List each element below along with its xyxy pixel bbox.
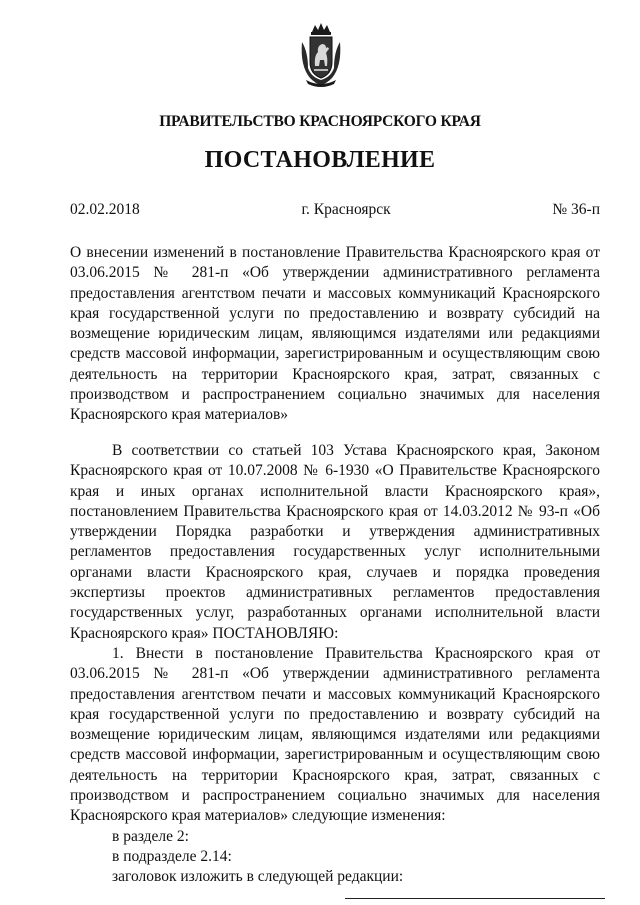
government-title: ПРАВИТЕЛЬСТВО КРАСНОЯРСКОГО КРАЯ (159, 113, 481, 130)
document-meta-row (70, 201, 600, 219)
document-city: г. Красноярск (301, 201, 391, 218)
document-body (70, 441, 600, 888)
section-2-line: в разделе 2: (112, 827, 189, 845)
document-type-title: ПОСТАНОВЛЕНИЕ (204, 147, 436, 173)
clause-1-paragraph: 1. Внести в постановление Правительства Красноярского края от 03.06.2015 № 281-п «Об утверждении административного регламента предоставления агентством печати и массовых коммуникаций Красноярского края государственной услуги по предоставлению и возврату субсидий на возмещение юридическим лицам, являющимся издателями или редакциями средств массовой информации, зарегистрированным и осуществляющим свою деятельность на территории Красноярского края, затрат, связанных с производством и распространением социально значимых для населения Красноярского края материалов» следующие изменения: (70, 644, 600, 825)
preamble-paragraph: В соответствии со статьей 103 Устава Красноярского края, Законом Красноярского края от 10.07.2008 № 6-1930 «О Правительстве Красноярского края и иных органах исполнительной власти Красноярского края», постановлением Правительства Красноярского края от 14.03.2012 № 93-п «Об утверждении Порядка разработки и утверждения административных регламентов предоставления государственных услуг исполнительными органами власти Красноярского края, случаев и порядка проведения экспертизы проектов административных регламентов предоставления государственных услуг, разработанных органами исполнительной власти Красноярского края» ПОСТАНОВЛЯЮ: (70, 442, 600, 642)
subsection-2-14-line: в подразделе 2.14: (112, 847, 232, 865)
heading-edit-line: заголовок изложить в следующей редакции: (112, 868, 404, 886)
bottom-rule (345, 898, 605, 899)
document-number: № 36-п (552, 201, 600, 218)
coat-of-arms-icon (298, 22, 344, 88)
document-subject: О внесении изменений в постановление Правительства Красноярского края от 03.06.2015 № 281-п «Об утверждении административного регламента предоставления агентством печати и массовых коммуникаций Красноярского края государственной услуги по предоставлению и возврату субсидий на возмещение юридическим лицам, являющимся издателями или редакциями средств массовой информации, зарегистрированным и осуществляющим свою деятельность на территории Красноярского края, затрат, связанных с производством и распространением социально значимых для населения Красноярского края материалов» (70, 244, 600, 424)
document-date: 02.02.2018 (70, 201, 140, 218)
